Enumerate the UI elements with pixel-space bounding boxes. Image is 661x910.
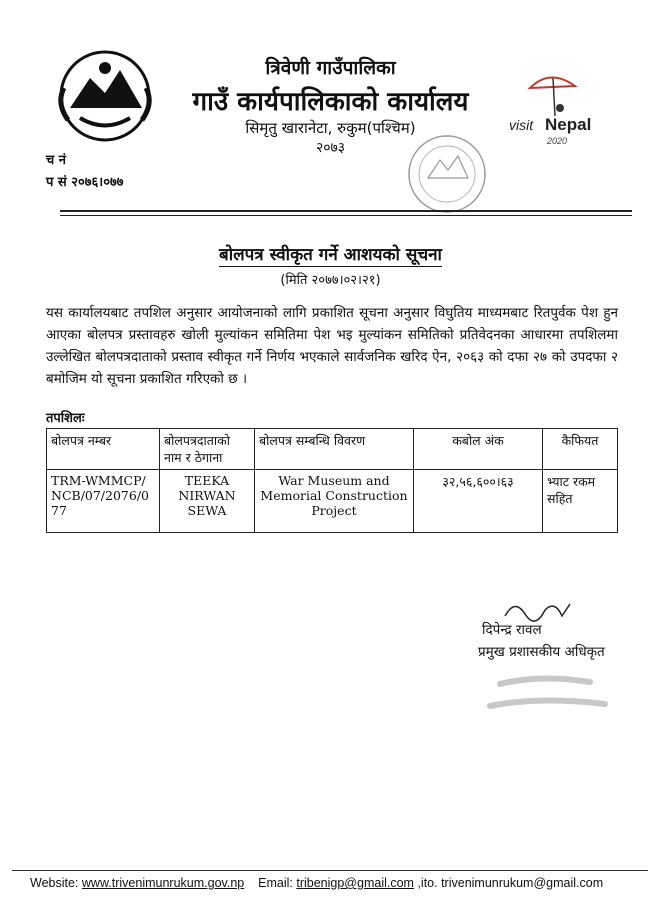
pa-sa-number: प सं २०७६।०७७ <box>46 175 124 190</box>
website-label: Website: <box>30 876 79 890</box>
cha-number: च नं <box>46 153 66 168</box>
details-label: तपशिलः <box>46 411 85 426</box>
header-divider <box>60 210 632 212</box>
email-label: Email: <box>258 876 293 890</box>
bid-table <box>46 428 618 533</box>
col-remarks: कैफियत <box>543 429 618 470</box>
signatory-title: प्रमुख प्रशासकीय अधिकृत <box>478 644 605 660</box>
cell-bid-amount: ३२,५६,६००।६३ <box>414 470 543 533</box>
nepal-text: Nepal <box>545 115 592 134</box>
table-row <box>47 470 618 533</box>
cell-remarks: भ्याट रकम सहित <box>543 470 618 533</box>
cell-bid-details: War Museum and Memorial Construction Project <box>255 470 414 533</box>
col-bid-number: बोलपत्र नम्बर <box>47 429 160 470</box>
signatory-stamp <box>480 664 620 724</box>
footer <box>30 876 603 890</box>
cell-bid-number: TRM-WMMCP/NCB/07/2076/077 <box>47 470 160 533</box>
notice-title: बोलपत्र स्वीकृत गर्ने आशयको सूचना <box>219 245 442 265</box>
visit-nepal-logo <box>505 68 620 152</box>
notice-body: यस कार्यालयबाट तपशिल अनुसार आयोजनाको लागि प्रकाशित सूचना अनुसार विघुतिय माध्यमबाट रितपुर्वक पेश हुन आएका बोलपत्र प्रस्तावहरु खोली मुल्यांकन समितिमा पेश भइ मुल्यांकन समितिको प्रतिवेदनका आधारमा तपशिलमा उल्लेखित बोलपत्रदाताको प्रस्ताव स्वीकृत गर्ने निर्णय भएकाले सार्वजनिक खरिद ऐन, २०६३ को दफा २७ को उपदफा २ बमोजिम यो सूचना प्रकाशित गरिएको छ । <box>46 305 618 387</box>
cell-bidder-name: TEEKA NIRWAN SEWA <box>160 470 255 533</box>
col-bid-details: बोलपत्र सम्बन्धि विवरण <box>255 429 414 470</box>
visit-text: visit <box>509 117 534 133</box>
table-header-row <box>47 429 618 470</box>
header-divider-thin <box>60 215 632 216</box>
website-link[interactable]: www.trivenimunrukum.gov.np <box>81 876 245 890</box>
established-year: २०७३ <box>315 140 346 156</box>
col-bidder-name: बोलपत्रदाताको नाम र ठेगाना <box>160 429 255 470</box>
col-bid-amount: कबोल अंक <box>414 429 543 470</box>
municipality-name: त्रिवेणी गाउँपालिका <box>265 57 396 79</box>
office-address: सिमृतु खारानेटा, रुकुम(पश्चिम) <box>245 119 416 137</box>
email-link[interactable]: tribenigp@gmail.com <box>296 876 414 890</box>
year-text: 2020 <box>547 136 568 146</box>
ito-email: ,ito. trivenimunrukum@gmail.com <box>417 876 604 890</box>
signatory-name: दिपेन्द्र रावल <box>482 622 542 638</box>
notice-date: (मिति २०७७।०२।२१) <box>280 273 381 288</box>
office-name: गाउँ कार्यपालिकाको कार्यालय <box>192 87 469 117</box>
footer-divider <box>12 870 648 871</box>
office-seal-stamp <box>398 128 496 220</box>
